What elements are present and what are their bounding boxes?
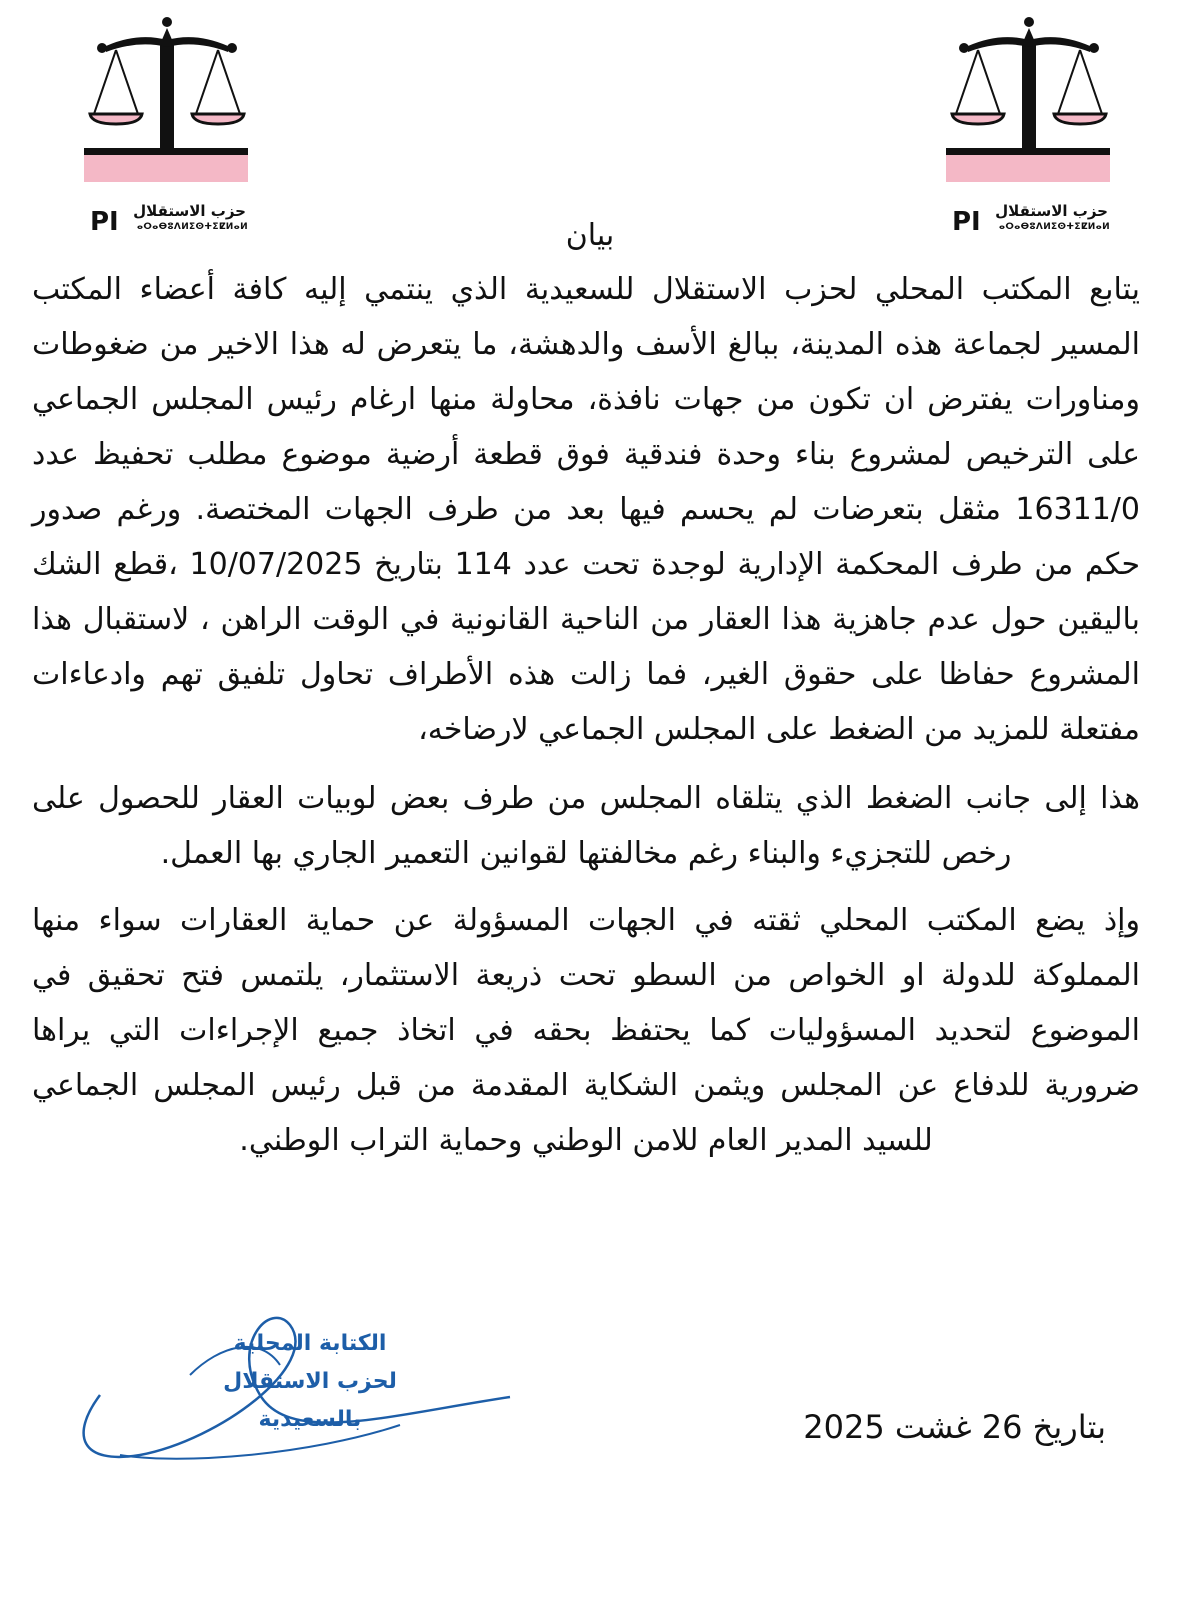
document-body (32, 262, 1140, 1168)
stamp-line: الكتابة المحلية (233, 1331, 387, 1356)
scales-of-justice-icon (78, 10, 258, 210)
stamp-text (180, 1325, 440, 1439)
stamp-line: بالسعيدية (258, 1407, 362, 1432)
logo-abbreviation: PI (90, 207, 119, 237)
scales-of-justice-icon (940, 10, 1120, 210)
document-date: بتاريخ 26 غشت 2025 (803, 1408, 1106, 1446)
document-title: بيان (565, 218, 615, 253)
logo-tifinagh-text: ⴰⵔⴰⴱⵓⴷⵍⵉⵙⵜⵉⵇⵍⴰⵍ (136, 222, 248, 232)
paragraph: هذا إلى جانب الضغط الذي يتلقاه المجلس من طرف بعض لوبيات العقار للحصول على رخص للتجزيء والبناء رغم مخالفتها لقوانين التعمير الجاري بها العمل. (32, 781, 1140, 871)
signature-stamp (60, 1305, 520, 1485)
paragraph: يتابع المكتب المحلي لحزب الاستقلال للسعيدية الذي ينتمي إليه كافة أعضاء المكتب المسير لجماعة هذه المدينة، ببالغ الأسف والدهشة، ما يتعرض له هذا الاخير من ضغوطات ومناورات يفترض ان تكون من جهات نافذة، محاولة منها ارغام رئيس المجلس الجماعي على الترخيص لمشروع بناء وحدة فندقية فوق قطعة أرضية موضوع مطلب تحفيظ عدد 16311/0 مثقل بتعرضات لم يحسم فيها بعد من طرف الجهات المختصة. ورغم صدور حكم من طرف المحكمة الإدارية لوجدة تحت عدد 114 بتاريخ 10/07/2025 ،قطع الشك باليقين حول عدم جاهزية هذا العقار من الناحية القانونية في الوقت الراهن ، لاستقبال هذا المشروع حفاظا على حقوق الغير، فما زالت هذه الأطراف تحاول تلفيق تهم وادعاءات مفتعلة للمزيد من الضغط على المجلس الجماعي لارضاخه، (32, 272, 1140, 747)
logo-tifinagh-text: ⴰⵔⴰⴱⵓⴷⵍⵉⵙⵜⵉⵇⵍⴰⵍ (998, 222, 1110, 232)
party-logo-left (78, 10, 258, 235)
logo-party-name: حزب الاستقلال (995, 202, 1108, 220)
logo-party-name: حزب الاستقلال (133, 202, 246, 220)
party-logo-right (940, 10, 1120, 235)
stamp-line: لحزب الاستقلال (223, 1369, 397, 1394)
logo-abbreviation: PI (952, 207, 981, 237)
paragraph: وإذ يضع المكتب المحلي ثقته في الجهات المسؤولة عن حماية العقارات سواء منها المملوكة للدولة او الخواص من السطو تحت ذريعة الاستثمار، يلتمس فتح تحقيق في الموضوع لتحديد المسؤوليات كما يحتفظ بحقه في اتخاذ جميع الإجراءات التي يراها ضرورية للدفاع عن المجلس ويثمن الشكاية المقدمة من قبل رئيس المجلس الجماعي للسيد المدير العام للامن الوطني وحماية التراب الوطني. (32, 903, 1140, 1158)
